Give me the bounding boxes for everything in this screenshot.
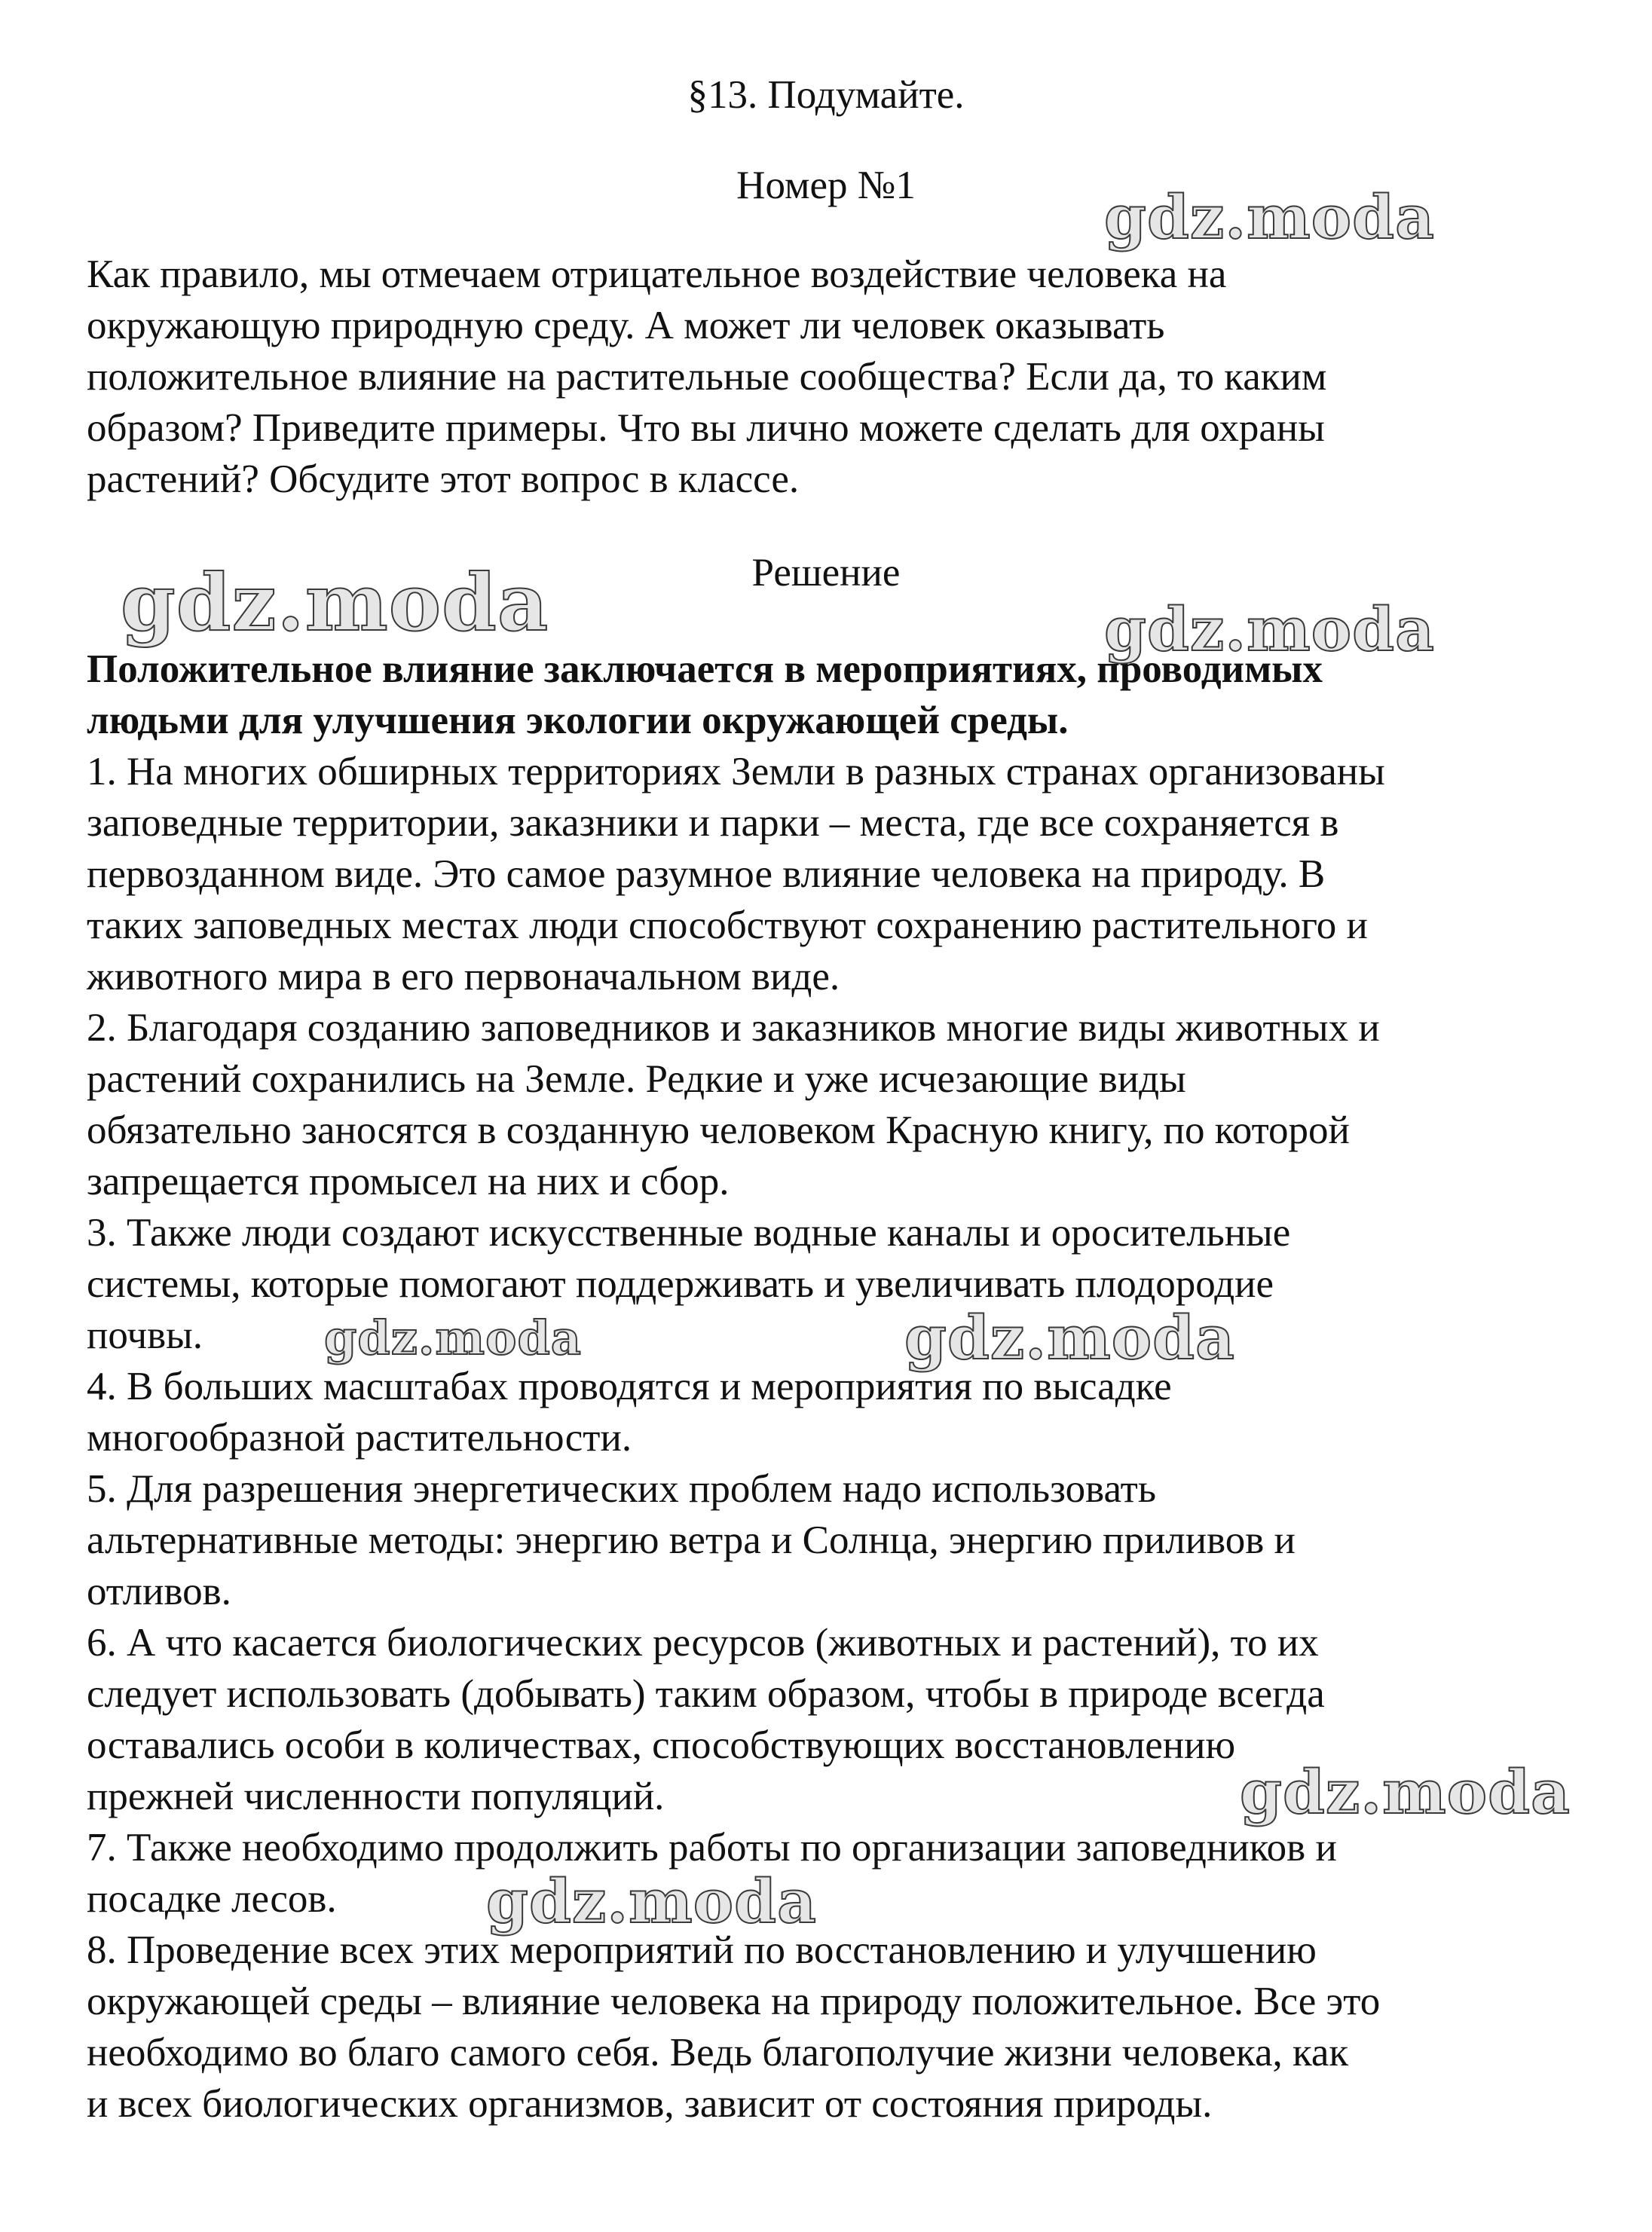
solution-intro-line: Положительное влияние заключается в мероприятиях, проводимых <box>87 647 1323 691</box>
watermark-logo: gdz.moda <box>121 556 549 649</box>
watermark-logo: gdz.moda <box>1240 1757 1571 1827</box>
solution-line: многообразной растительности. <box>87 1416 632 1460</box>
solution-line: необходимо во благо самого себя. Ведь благополучие жизни человека, как <box>87 2031 1349 2075</box>
solution-line: следует использовать (добывать) таким образом, чтобы в природе всегда <box>87 1672 1325 1716</box>
solution-line: системы, которые помогают поддерживать и увеличивать плодородие <box>87 1262 1274 1306</box>
exercise-number: Номер №1 <box>736 164 916 207</box>
watermark-logo: gdz.moda <box>486 1866 817 1937</box>
solution-line: посадке лесов. <box>87 1877 337 1921</box>
solution-line: 7. Также необходимо продолжить работы по организации заповедников и <box>87 1826 1337 1870</box>
solution-line: заповедные территории, заказники и парки – места, где все сохраняется в <box>87 801 1339 845</box>
watermark-logo: gdz.moda <box>324 1310 582 1365</box>
watermark-logo: gdz.moda <box>1104 182 1435 252</box>
question-line: Как правило, мы отмечаем отрицательное воздействие человека на <box>87 252 1227 296</box>
question-line: растений? Обсудите этот вопрос в классе. <box>87 457 800 501</box>
solution-line: отливов. <box>87 1570 231 1613</box>
solution-line: альтернативные методы: энергию ветра и Солнца, энергию приливов и <box>87 1518 1296 1562</box>
solution-line: 6. А что касается биологических ресурсов (животных и растений), то их <box>87 1621 1319 1665</box>
solution-line: обязательно заносятся в созданную человеком Красную книгу, по которой <box>87 1108 1350 1152</box>
solution-line: 8. Проведение всех этих мероприятий по восстановлению и улучшению <box>87 1928 1317 1972</box>
watermark-logo: gdz.moda <box>1104 594 1435 665</box>
solution-line: 4. В больших масштабах проводятся и мероприятия по высадке <box>87 1365 1172 1408</box>
question-line: окружающую природную среду. А может ли человек оказывать <box>87 304 1165 347</box>
solution-intro-line: людьми для улучшения экологии окружающей среды. <box>87 699 1069 742</box>
solution-line: таких заповедных местах люди способствуют сохранению растительного и <box>87 904 1368 947</box>
solution-line: животного мира в его первоначальном виде. <box>87 955 840 998</box>
solution-line: растений сохранились на Земле. Редкие и уже исчезающие виды <box>87 1057 1186 1101</box>
question-line: положительное влияние на растительные сообщества? Если да, то каким <box>87 355 1327 399</box>
solution-line: запрещается промысел на них и сбор. <box>87 1160 730 1203</box>
watermark-logo: gdz.moda <box>904 1302 1235 1373</box>
question-line: образом? Приведите примеры. Что вы лично можете сделать для охраны <box>87 406 1325 450</box>
solution-line: и всех биологических организмов, зависит от состояния природы. <box>87 2082 1213 2126</box>
solution-line: 1. На многих обширных территориях Земли в разных странах организованы <box>87 750 1385 793</box>
solution-line: окружающей среды – влияние человека на природу положительное. Все это <box>87 1980 1381 2023</box>
solution-line: прежней численности популяций. <box>87 1775 665 1818</box>
solution-line: оставались особи в количествах, способствующих восстановлению <box>87 1723 1236 1767</box>
solution-line: почвы. <box>87 1313 203 1357</box>
solution-line: 5. Для разрешения энергетических проблем надо использовать <box>87 1467 1156 1511</box>
section-title: §13. Подумайте. <box>687 73 965 117</box>
solution-line: первозданном виде. Это самое разумное влияние человека на природу. В <box>87 852 1326 896</box>
solution-line: 2. Благодаря созданию заповедников и заказников многие виды животных и <box>87 1006 1380 1050</box>
solution-line: 3. Также люди создают искусственные водные каналы и оросительные <box>87 1211 1291 1255</box>
solution-heading: Решение <box>751 551 901 595</box>
